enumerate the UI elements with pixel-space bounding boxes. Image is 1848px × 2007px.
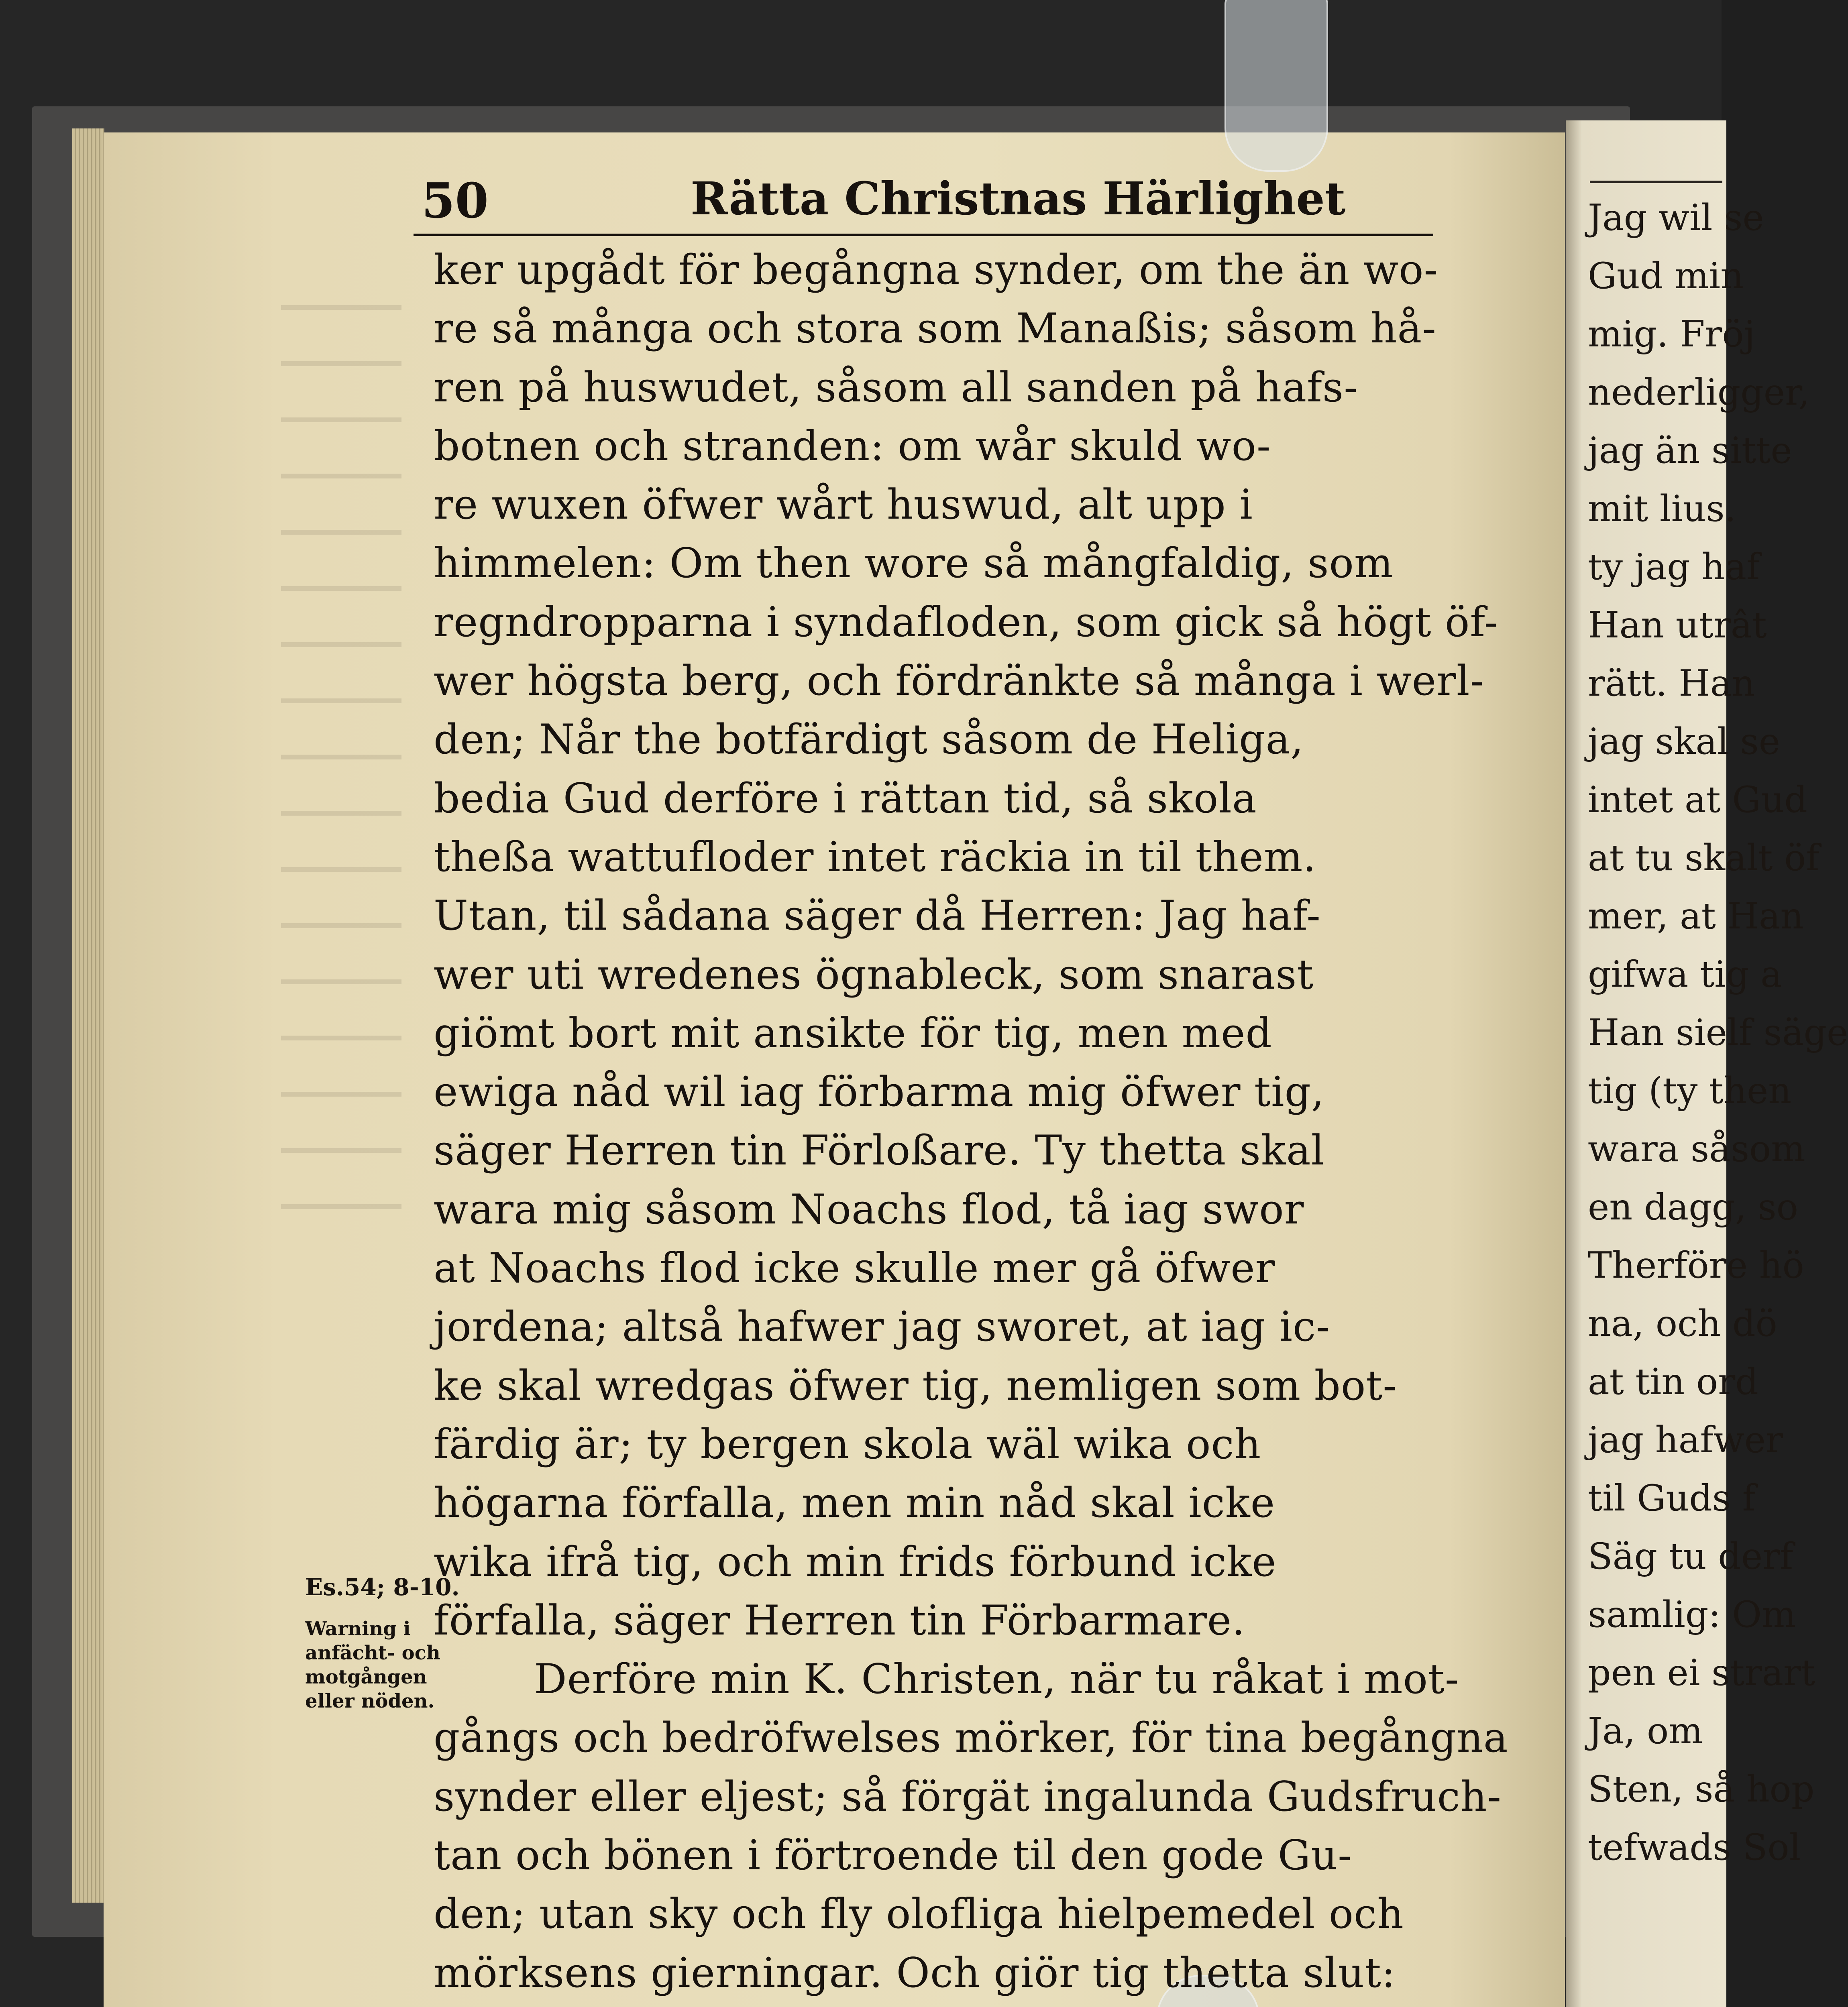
margin-note-line: anfächt- och <box>305 1642 440 1664</box>
show-through-text <box>281 281 401 1244</box>
main-text <box>434 241 1508 2007</box>
facing-line: Han sielf säge <box>1588 1012 1848 1054</box>
facing-line: Gud min <box>1588 255 1744 297</box>
text-line: wer uti wredenes ögnableck, som snarast <box>434 951 1314 999</box>
facing-line: til Guds f <box>1588 1477 1756 1519</box>
facing-line: jag hafwer <box>1588 1419 1783 1461</box>
running-head: Rätta Christnas Härlighet <box>691 173 1346 225</box>
text-line: theßa wattufloder intet räckia in til them. <box>434 833 1316 881</box>
facing-line: en dagg, so <box>1588 1186 1798 1228</box>
text-line: förfalla, säger Herren tin Förbarmare. <box>434 1596 1245 1645</box>
text-line: bedia Gud derföre i rättan tid, så skola <box>434 774 1257 822</box>
text-line: re wuxen öfwer wårt huswud, alt upp i <box>434 481 1253 529</box>
facing-line: mig. Fröj <box>1588 313 1755 355</box>
facing-page-text <box>1588 189 1848 1877</box>
facing-line: at tin ord <box>1588 1361 1758 1403</box>
text-line: mörksens gierningar. Och giör tig thetta slut: <box>434 1949 1396 1997</box>
text-line: jordena; altså hafwer jag sworet, at iag ic- <box>434 1303 1330 1351</box>
margin-note-line: eller nöden. <box>305 1690 435 1712</box>
text-line: regndropparna i syndafloden, som gick så högt öf- <box>434 598 1498 646</box>
facing-line: at tu skalt öf <box>1588 837 1819 879</box>
facing-head-rule <box>1590 181 1722 183</box>
page-edges <box>72 128 104 1903</box>
facing-line: gifwa tig a <box>1588 953 1782 995</box>
facing-line: samlig: Om <box>1588 1594 1796 1636</box>
facing-line: Han utrât <box>1588 604 1767 646</box>
facing-line: mit lius. <box>1588 488 1736 530</box>
text-line: färdig är; ty bergen skola wäl wika och <box>434 1420 1261 1468</box>
text-line: ker upgådt för begångna synder, om the än wo- <box>434 246 1438 294</box>
text-line: at Noachs flod icke skulle mer gå öfwer <box>434 1244 1275 1293</box>
scripture-reference: Es.54; 8-10. <box>305 1573 460 1601</box>
facing-line: Sten, så hop <box>1588 1768 1815 1810</box>
facing-line: jag skal se <box>1588 721 1781 763</box>
facing-line: nederligger, <box>1588 371 1810 413</box>
facing-line: Jag wil se <box>1588 197 1764 239</box>
text-line: säger Herren tin Förloßare. Ty thetta skal <box>434 1127 1325 1175</box>
facing-line: Säg tu derf <box>1588 1535 1793 1578</box>
facing-line: mer, at Han <box>1588 895 1804 937</box>
text-line: gångs och bedröfwelses mörker, för tina begångna <box>434 1714 1508 1762</box>
facing-line: wara såsom <box>1588 1128 1805 1170</box>
text-line: botnen och stranden: om wår skuld wo- <box>434 422 1271 470</box>
text-line: Utan, til sådana säger då Herren: Jag haf- <box>434 892 1321 940</box>
head-rule <box>414 234 1433 236</box>
facing-line: tig (ty then <box>1588 1070 1792 1112</box>
page-clip-top <box>1225 0 1328 172</box>
text-line: wer högsta berg, och fördränkte så många i werl- <box>434 657 1484 705</box>
catchword <box>434 2003 1461 2007</box>
page-number: 50 <box>422 173 489 229</box>
facing-line: rätt. Han <box>1588 662 1755 704</box>
facing-line: intet at Gud <box>1588 779 1807 821</box>
text-line: giömt bort mit ansikte för tig, men med <box>434 1009 1272 1057</box>
text-line: synder eller eljest; så förgät ingalunda Gudsfruch- <box>434 1773 1502 1821</box>
text-line: den; Når the botfärdigt såsom de Heliga, <box>434 716 1304 764</box>
facing-line: na, och dö <box>1588 1303 1777 1345</box>
facing-line: ty jag haf <box>1588 546 1760 588</box>
text-line: den; utan sky och fly olofliga hielpemedel och <box>434 1890 1404 1938</box>
facing-line: Ja, om <box>1588 1710 1703 1752</box>
text-line: Derföre min K. Christen, när tu råkat i mot- <box>534 1655 1459 1704</box>
text-line: re så många och stora som Manaßis; såsom hå- <box>434 305 1436 353</box>
text-line: himmelen: Om then wore så mångfaldig, som <box>434 539 1394 588</box>
margin-note-line: motgången <box>305 1666 427 1688</box>
margin-note-line: Warning i <box>305 1618 411 1640</box>
text-line: wika ifrå tig, och min frids förbund icke <box>434 1538 1277 1586</box>
text-line: tan och bönen i förtroende til den gode Gu- <box>434 1832 1352 1880</box>
margin-notes <box>305 1573 460 1713</box>
text-line: högarna förfalla, men min nåd skal icke <box>434 1479 1275 1527</box>
facing-line: tefwads Sol <box>1588 1826 1801 1869</box>
text-line: ren på huswudet, såsom all sanden på hafs- <box>434 363 1358 411</box>
facing-line: pen ei strart <box>1588 1652 1815 1694</box>
facing-line: jag än sitte <box>1588 429 1792 472</box>
text-line: wara mig såsom Noachs flod, tå iag swor <box>434 1185 1304 1234</box>
text-line: ewiga nåd wil iag förbarma mig öfwer tig, <box>434 1068 1325 1116</box>
text-line: ke skal wredgas öfwer tig, nemligen som bot- <box>434 1362 1397 1410</box>
facing-line: Therföre hö <box>1588 1244 1804 1286</box>
